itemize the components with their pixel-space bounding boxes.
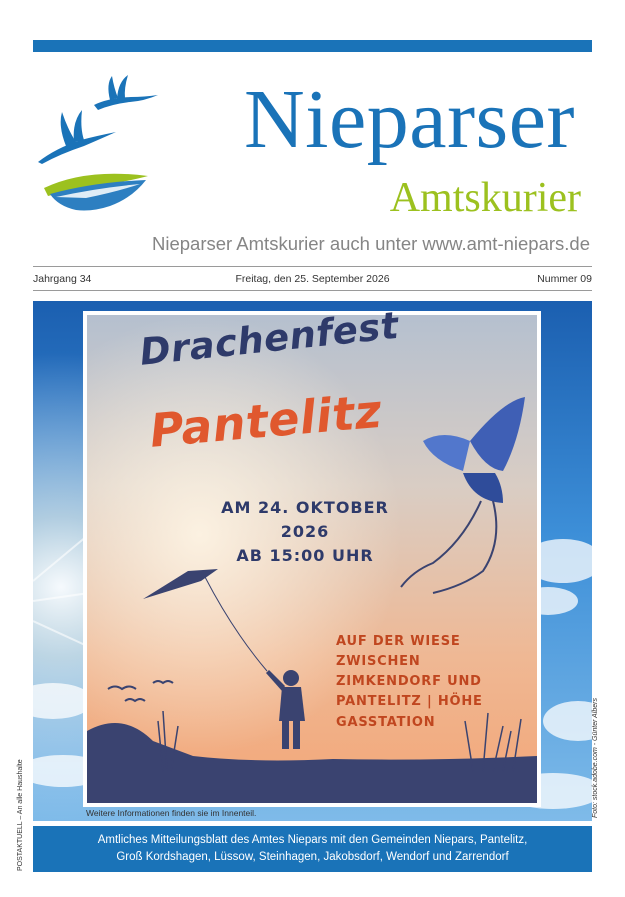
poster-date-block	[200, 496, 410, 568]
crane-logo-icon	[36, 70, 161, 225]
poster-location-line: PANTELITZ | HÖHE	[336, 694, 483, 710]
website-line[interactable]: Nieparser Amtskurier auch unter www.amt-niepars.de	[151, 233, 590, 254]
divider	[33, 266, 592, 267]
poster-headline: Drachenfest	[137, 303, 401, 374]
footer-banner	[33, 826, 592, 872]
divider	[33, 290, 592, 291]
poster-date: AM 24. OKTOBER 2026	[221, 498, 389, 541]
footer-line: Amtliches Mitteilungsblatt des Amtes Niepars mit den Gemeinden Niepars, Pantelitz,	[97, 834, 528, 846]
postal-label: POSTAKTUELL – An alle Haushalte	[17, 759, 24, 871]
poster-time: AB 15:00 UHR	[236, 546, 374, 565]
photo-credit: Foto: stock.adobe.com - Günter Albers	[592, 698, 599, 818]
issue-number: Nummer 09	[537, 273, 592, 285]
footer-line: Groß Kordshagen, Lüssow, Steinhagen, Jakobsdorf, Wendorf und Zarrendorf	[116, 851, 509, 863]
top-color-bar	[33, 40, 592, 52]
volume-label: Jahrgang 34	[33, 273, 92, 285]
masthead-title: Nieparser	[244, 73, 575, 166]
poster-location-title: Pantelitz	[147, 383, 385, 458]
poster-location-line: AUF DER WIESE ZWISCHEN	[336, 634, 461, 670]
masthead-subtitle: Amtskurier	[389, 175, 581, 221]
info-note: Weitere Informationen finden sie im Innenteil.	[86, 808, 257, 818]
issue-meta-row	[33, 273, 592, 289]
issue-date: Freitag, den 25. September 2026	[235, 273, 390, 285]
poster-location-block	[336, 632, 536, 733]
poster-location-line: ZIMKENDORF UND	[336, 674, 482, 690]
poster-location-line: GASSTATION	[336, 714, 436, 730]
